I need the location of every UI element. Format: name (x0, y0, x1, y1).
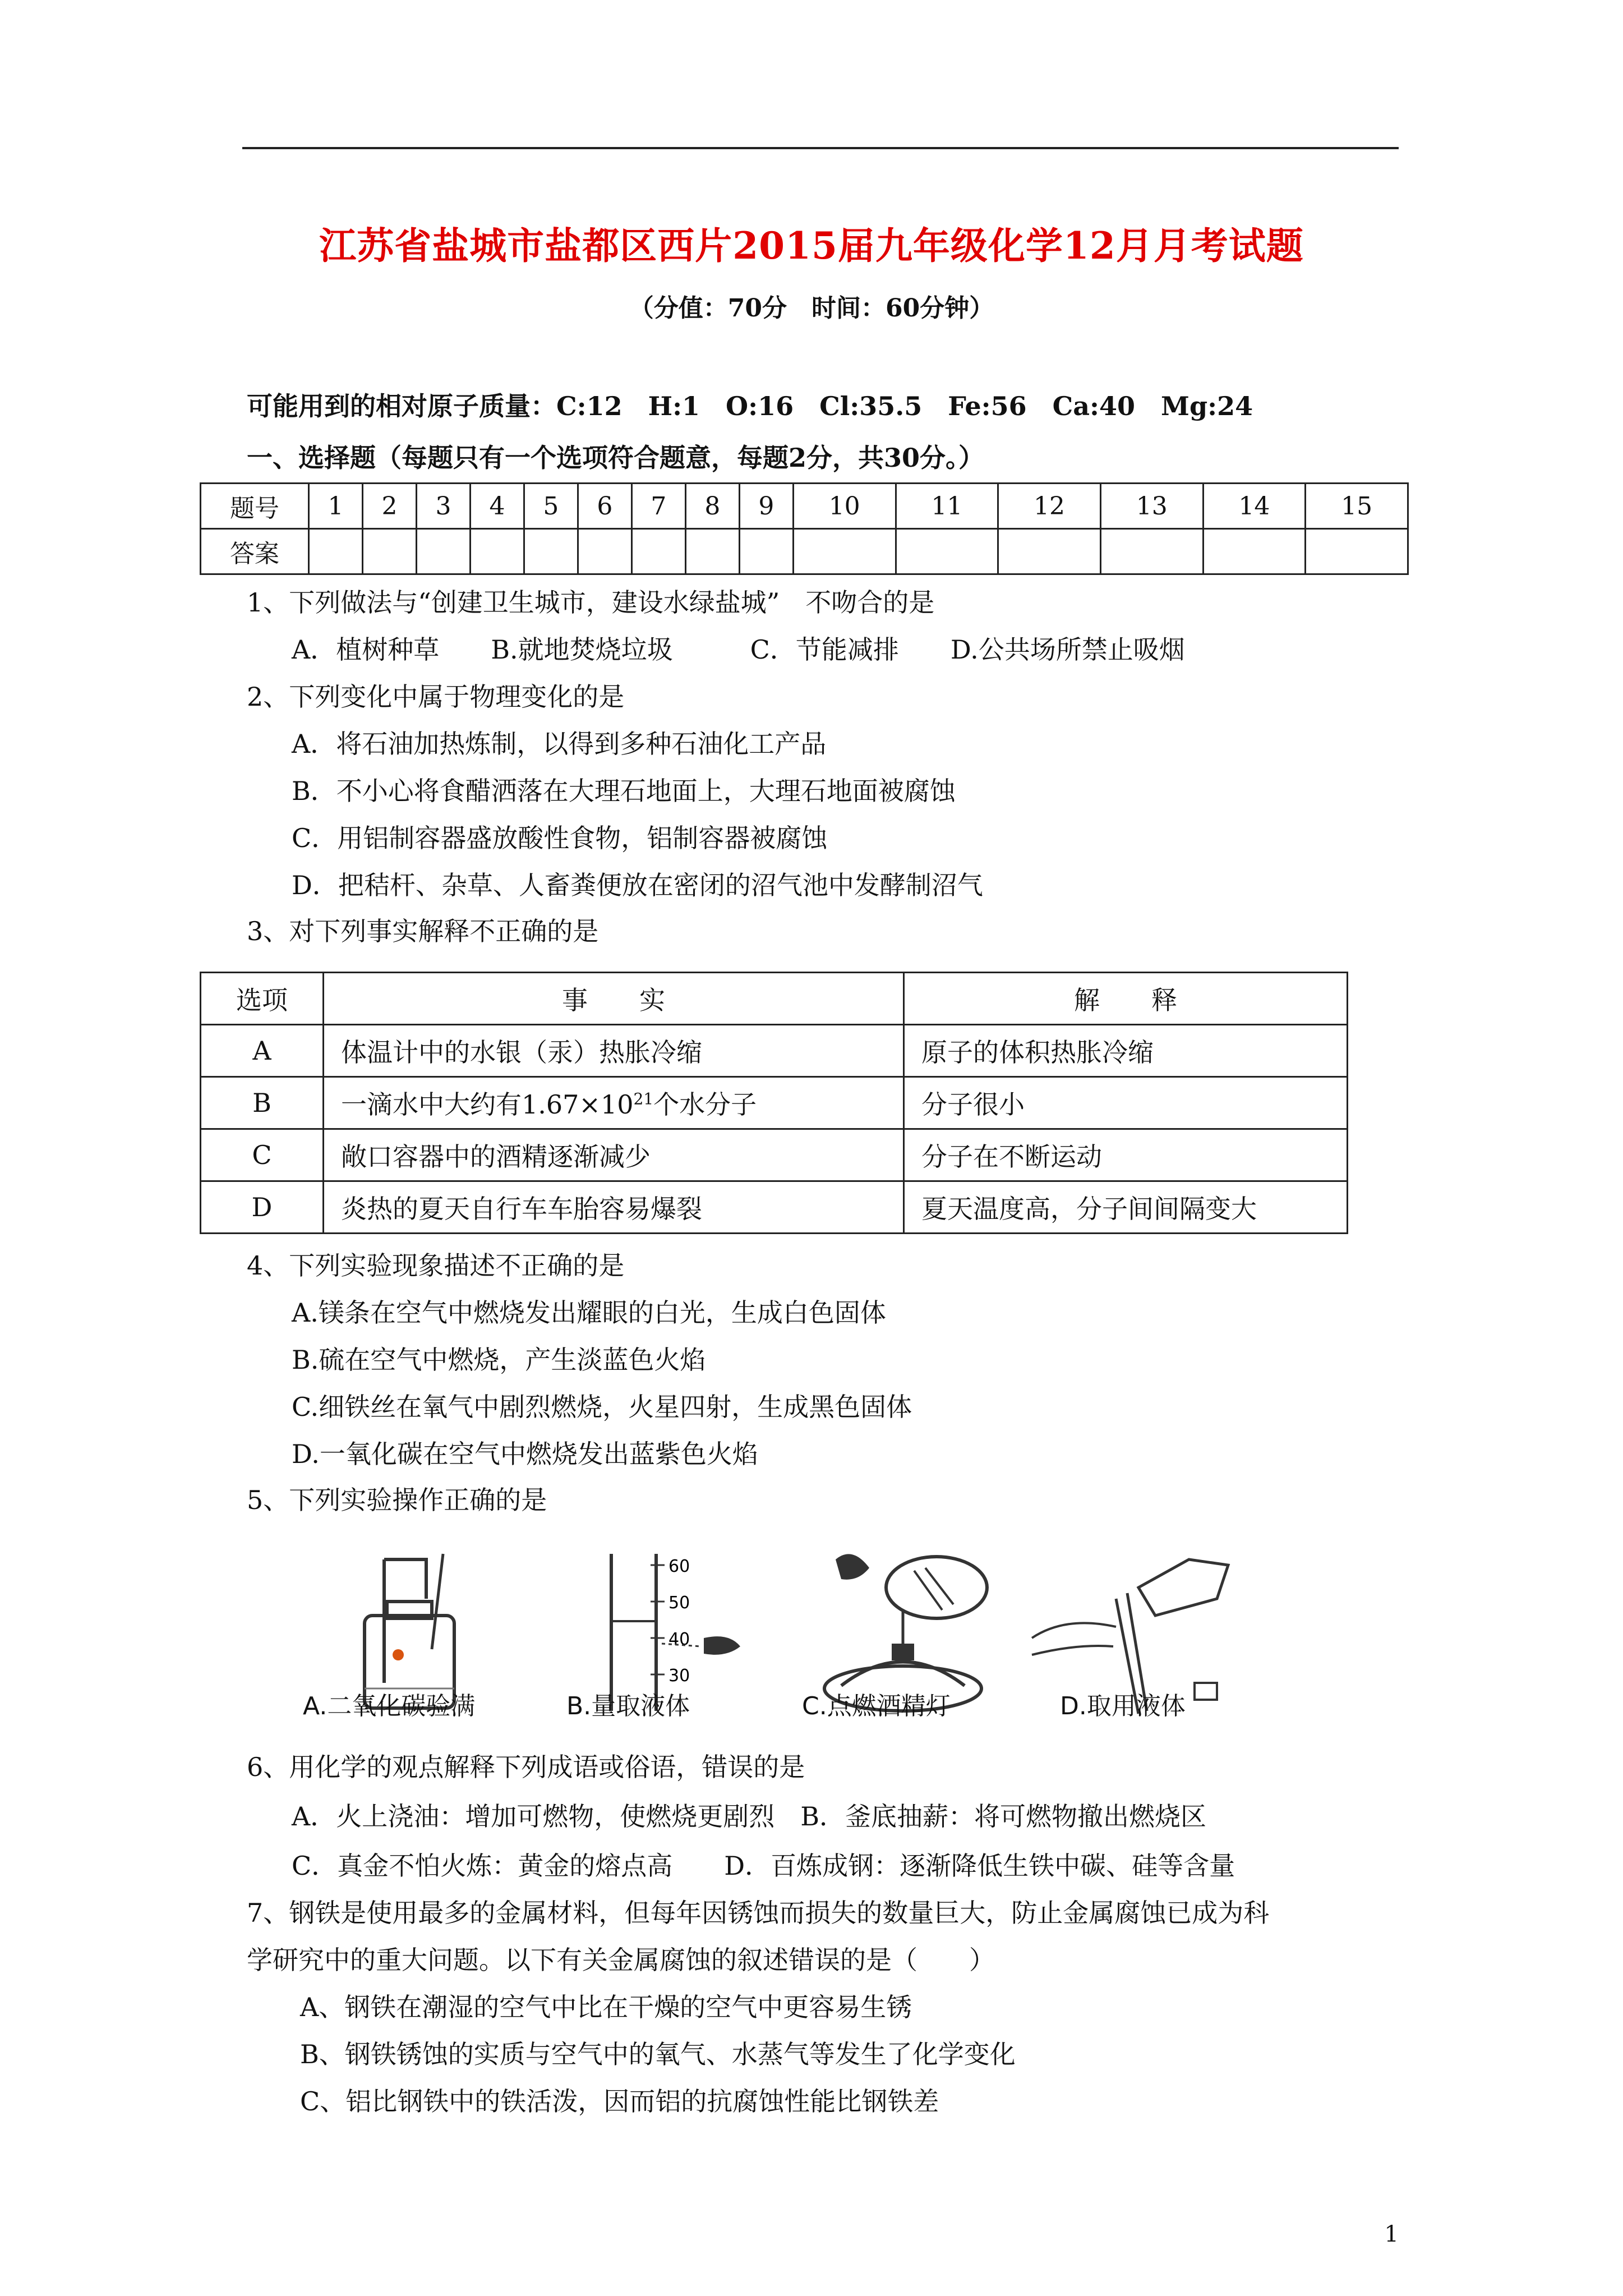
question-7-option-c: C、铝比钢铁中的铁活泼，因而铝的抗腐蚀性能比钢铁差 (300, 2086, 939, 2116)
table-cell: 8 (685, 484, 739, 529)
tick-label: 40 (668, 1630, 690, 1649)
question-4-option-d: D.一氧化碳在空气中燃烧发出蓝紫色火焰 (292, 1439, 758, 1469)
table-cell: 6 (578, 484, 631, 529)
table-cell: D (201, 1181, 324, 1234)
table-cell: 原子的体积热胀冷缩 (904, 1025, 1348, 1077)
question-4-option-b: B.硫在空气中燃烧，产生淡蓝色火焰 (292, 1345, 706, 1375)
question-6-options-cd: C．真金不怕火炼：黄金的熔点高 D．百炼成钢：逐渐降低生铁中碳、硅等含量 (292, 1851, 1235, 1881)
answer-cell[interactable] (998, 529, 1101, 574)
answer-cell[interactable] (896, 529, 998, 574)
table-cell: 题号 (201, 484, 309, 529)
question-1-options: A．植树种草 B.就地焚烧垃圾 C．节能减排 D.公共场所禁止吸烟 (292, 634, 1185, 665)
facts-table (200, 972, 1348, 1234)
figure-a-caption: A.二氧化碳验满 (303, 1692, 476, 1720)
table-cell: C (201, 1129, 324, 1181)
table-cell: A (201, 1025, 324, 1077)
table-cell: 9 (739, 484, 793, 529)
question-2-option-c: C．用铝制容器盛放酸性食物，铝制容器被腐蚀 (292, 823, 828, 853)
figure-d-caption: D.取用液体 (1060, 1692, 1186, 1720)
table-cell (324, 1077, 904, 1129)
tick-label: 30 (668, 1666, 690, 1686)
exponent: 21 (633, 1089, 654, 1108)
fact-text: 个水分子 (653, 1089, 757, 1120)
answer-cell[interactable] (524, 529, 578, 574)
question-6-stem: 6、用化学的观点解释下列成语或俗语，错误的是 (247, 1752, 805, 1782)
answer-cell[interactable] (470, 529, 524, 574)
question-4-option-c: C.细铁丝在氧气中剧烈燃烧，火星四射，生成黑色固体 (292, 1392, 912, 1422)
table-row (201, 484, 1408, 529)
question-4-stem: 4、下列实验现象描述不正确的是 (247, 1250, 625, 1281)
question-7-stem-line1: 7、钢铁是使用最多的金属材料，但每年因锈蚀而损失的数量巨大，防止金属腐蚀已成为科 (247, 1898, 1270, 1928)
question-3-stem: 3、对下列事实解释不正确的是 (247, 916, 599, 946)
answer-cell[interactable] (416, 529, 470, 574)
table-cell: 体温计中的水银（汞）热胀冷缩 (324, 1025, 904, 1077)
question-2-stem: 2、下列变化中属于物理变化的是 (247, 682, 625, 712)
question-7-option-b: B、钢铁锈蚀的实质与空气中的氧气、水蒸气等发生了化学变化 (300, 2039, 1016, 2069)
tick-label: 50 (668, 1593, 690, 1613)
table-cell: 12 (998, 484, 1101, 529)
question-2-option-d: D．把秸杆、杂草、人畜粪便放在密闭的沼气池中发酵制沼气 (292, 870, 983, 900)
table-cell: 14 (1203, 484, 1306, 529)
question-6-options-ab: A．火上浇油：增加可燃物，使燃烧更剧烈 B．釜底抽薪：将可燃物撤出燃烧区 (292, 1801, 1207, 1832)
header-rule (242, 147, 1399, 149)
answer-cell[interactable] (631, 529, 685, 574)
table-cell: 13 (1100, 484, 1203, 529)
figure-c-caption: C.点燃酒精灯 (802, 1692, 951, 1720)
table-row (201, 1181, 1348, 1234)
table-cell: 炎热的夏天自行车车胎容易爆裂 (324, 1181, 904, 1234)
table-cell: B (201, 1077, 324, 1129)
table-row (201, 1077, 1348, 1129)
table-row (201, 1025, 1348, 1077)
table-cell: 1 (309, 484, 363, 529)
atomic-masses: 可能用到的相对原子质量：C:12 H:1 O:16 Cl:35.5 Fe:56 Ca:40 Mg:24 (247, 391, 1253, 421)
tick-label: 60 (668, 1557, 690, 1576)
table-cell: 分子很小 (904, 1077, 1348, 1129)
question-5-stem: 5、下列实验操作正确的是 (247, 1485, 547, 1515)
page-number: 1 (1384, 2221, 1399, 2247)
table-header: 解 释 (904, 973, 1348, 1025)
table-header: 选项 (201, 973, 324, 1025)
question-7-option-a: A、钢铁在潮湿的空气中比在干燥的空气中更容易生锈 (300, 1992, 912, 2022)
table-cell: 5 (524, 484, 578, 529)
answer-cell[interactable] (739, 529, 793, 574)
answer-cell[interactable] (685, 529, 739, 574)
figure-b-caption: B.量取液体 (566, 1692, 690, 1720)
table-cell: 11 (896, 484, 998, 529)
question-2-option-b: B．不小心将食醋洒落在大理石地面上，大理石地面被腐蚀 (292, 776, 956, 806)
table-row (201, 529, 1408, 574)
table-header: 事 实 (324, 973, 904, 1025)
answer-cell[interactable] (1203, 529, 1306, 574)
table-cell: 敞口容器中的酒精逐渐减少 (324, 1129, 904, 1181)
exam-info: （分值：70分 时间：60分钟） (629, 294, 994, 323)
table-cell: 分子在不断运动 (904, 1129, 1348, 1181)
table-cell: 2 (362, 484, 416, 529)
question-7-stem-line2: 学研究中的重大问题。以下有关金属腐蚀的叙述错误的是（ ） (247, 1945, 995, 1975)
table-row (201, 1129, 1348, 1181)
table-cell: 夏天温度高，分子间间隔变大 (904, 1181, 1348, 1234)
question-1-stem: 1、下列做法与“创建卫生城市，建设水绿盐城” 不吻合的是 (247, 587, 935, 618)
answer-cell[interactable] (578, 529, 631, 574)
answer-cell[interactable] (1306, 529, 1408, 574)
question-2-option-a: A．将石油加热炼制，以得到多种石油化工产品 (292, 729, 827, 759)
section-heading: 一、选择题（每题只有一个选项符合题意，每题2分，共30分。） (247, 443, 985, 473)
table-cell: 答案 (201, 529, 309, 574)
table-cell: 10 (793, 484, 896, 529)
table-cell: 3 (416, 484, 470, 529)
fact-text: 一滴水中大约有1.67×10 (341, 1089, 634, 1120)
answer-cell[interactable] (1100, 529, 1203, 574)
table-cell: 15 (1306, 484, 1408, 529)
table-cell: 7 (631, 484, 685, 529)
question-4-option-a: A.镁条在空气中燃烧发出耀眼的白光，生成白色固体 (292, 1297, 886, 1328)
table-cell: 4 (470, 484, 524, 529)
table-row (201, 973, 1348, 1025)
answer-cell[interactable] (309, 529, 363, 574)
answer-cell[interactable] (793, 529, 896, 574)
page-title: 江苏省盐城市盐都区西片2015届九年级化学12月月考试题 (319, 224, 1304, 268)
answer-cell[interactable] (362, 529, 416, 574)
answer-table (200, 482, 1409, 575)
